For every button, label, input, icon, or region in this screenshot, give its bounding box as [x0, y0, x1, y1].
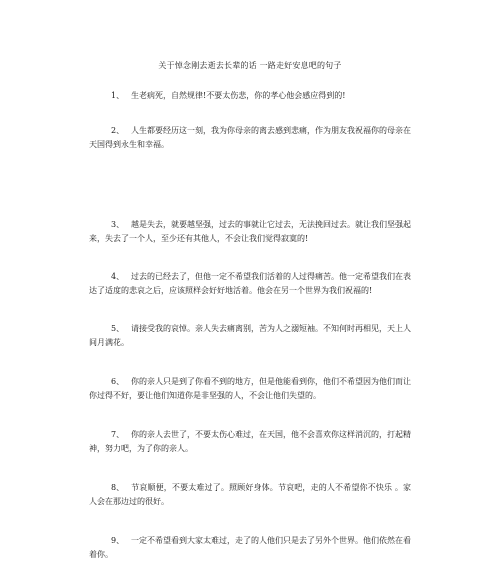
paragraph-number: 2、: [111, 126, 125, 135]
paragraph-number: 3、: [111, 220, 125, 229]
paragraph-1: [89, 89, 411, 103]
paragraph-6: [89, 375, 411, 403]
paragraph-text: 人生都要经历这一刻，我为你母亲的离去感到悲痛，作为朋友我祝福你的母亲在天国得到永生和幸福。: [89, 126, 411, 149]
paragraph-5: [89, 322, 411, 350]
paragraph-2: [89, 124, 411, 152]
document-title: 关于悼念刚去逝去长辈的话 一路走好安息吧的句子: [158, 61, 342, 70]
paragraph-number: 9、: [111, 536, 125, 545]
paragraph-3: [89, 218, 411, 246]
paragraph-text: 你的亲人去世了，不要太伤心难过，在天国，他不会喜欢你这样消沉的，打起精神，努力吧，为了你的亲人。: [89, 430, 411, 453]
paragraph-text: 请接受我的哀悼。亲人失去痛离别，苦为人之溺短袖。不知何时再相见，天上人间月满花。: [89, 324, 411, 347]
paragraph-8: [89, 481, 411, 509]
paragraph-text: 你的亲人只是到了你看不到的地方，但是他能看到你，他们不希望因为他们而让你过得不好，要让他们知道你是非坚强的人，不会让他们失望的。: [89, 377, 411, 400]
paragraph-text: 节哀顺便，不要太难过了。照顾好身体。节哀吧，走的人不希望你不快乐 。家人会在那边过的很好。: [89, 483, 411, 506]
paragraph-text: 过去的已经去了，但他一定不希望我们活着的人过得痛苦。他一定希望我们在表达了适度的悲哀之后，应该照样会好好地活着。他会在另一个世界为我们祝福的!: [89, 272, 411, 295]
paragraph-9: [89, 534, 411, 562]
paragraph-text: 越是失去，就要越坚强，过去的事就让它过去，无法挽回过去。就让我们坚强起来，失去了一个人，至少还有其他人，不会让我们觉得寂寞的!: [89, 220, 411, 243]
paragraph-number: 8、: [111, 483, 125, 492]
paragraph-text: 一定不希望看到大家太难过，走了的人他们只是去了另外个世界。他们依然在看着你。: [89, 536, 411, 559]
paragraph-number: 5、: [111, 324, 125, 333]
paragraph-7: [89, 428, 411, 456]
paragraph-text: 生老病死，自然规律!不要太伤悲，你的孝心他会感应得到的!: [131, 91, 346, 100]
paragraph-4: [89, 270, 411, 298]
paragraph-number: 6、: [111, 377, 125, 386]
paragraph-number: 4、: [111, 272, 125, 281]
paragraph-number: 7、: [111, 430, 125, 439]
paragraph-number: 1、: [111, 91, 125, 100]
